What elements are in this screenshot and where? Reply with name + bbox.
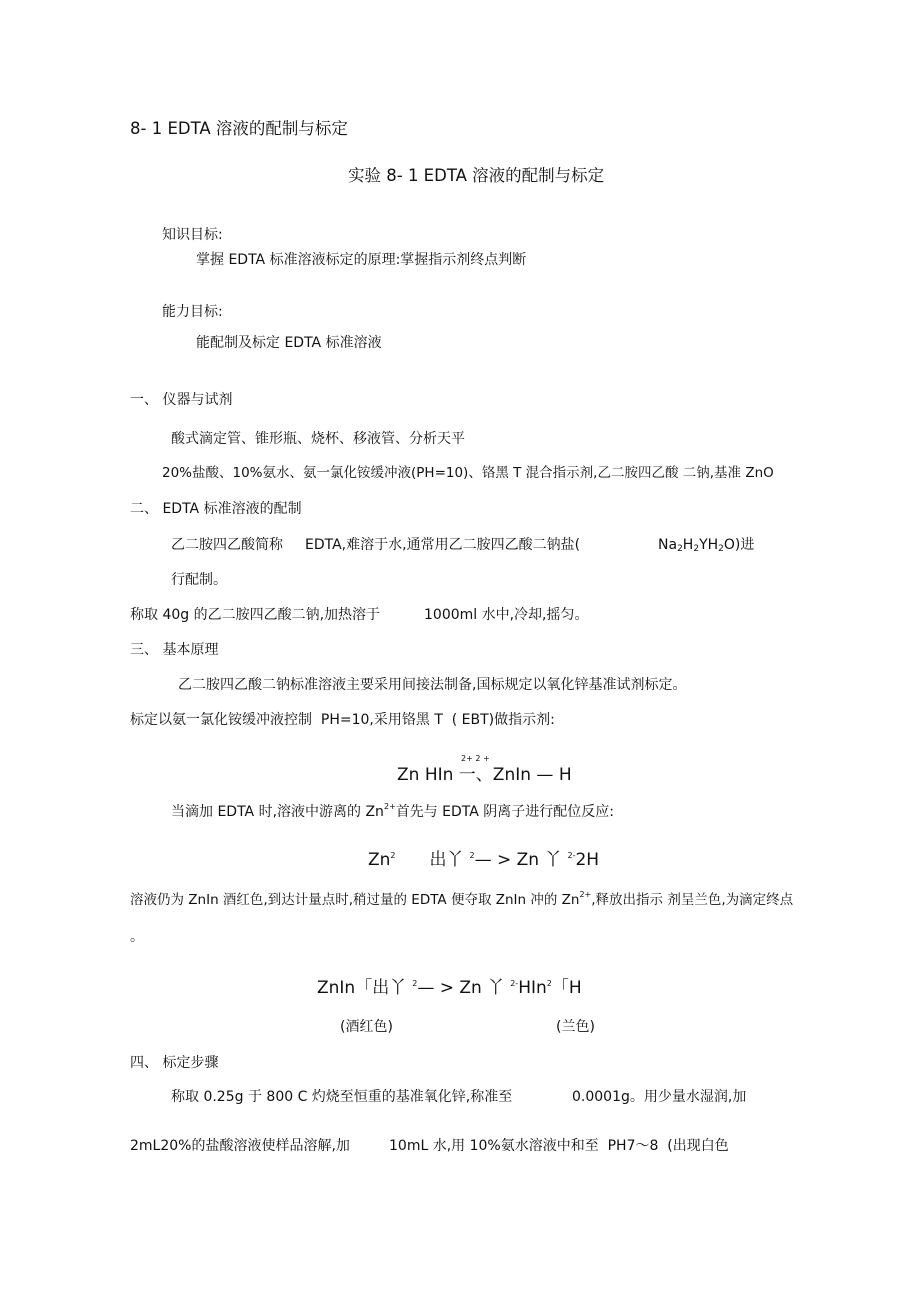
document-title: 8- 1 EDTA 溶液的配制与标定	[130, 119, 348, 138]
section-1-heading: 一、 仪器与试剂	[130, 392, 233, 408]
section-2-formula: Na2H2YH2O)进	[658, 537, 755, 554]
equation-3: ZnIn「出丫 $^2$— > Zn 丫 $^{2-}$HIn$^2$「H	[317, 978, 582, 998]
section-2-line2: 行配制。	[171, 572, 227, 588]
section-4-heading: 四、 标定步骤	[130, 1055, 219, 1071]
section-1-reagents: 20%盐酸、10%氨水、氨一氯化铵缓冲液(PH=10)、铬黑 T 混合指示剂,乙二胺四乙酸 二钠,基准 ZnO	[162, 465, 774, 481]
equation-3-label-blue: (兰色)	[556, 1019, 595, 1035]
section-4-line1-b: 0.0001g。用少量水湿润,加	[572, 1089, 747, 1105]
experiment-title: 实验 8- 1 EDTA 溶液的配制与标定	[348, 166, 605, 185]
section-3-line3: 当滴加 EDTA 时,溶液中游离的 $Zn^{2+}$首先与 EDTA 阴离子进行配位反应:	[171, 802, 615, 820]
section-3-line4: 溶液仍为 ZnIn 酒红色,到达计量点时,稍过量的 EDTA 便夺取 ZnIn 冲的 $Zn^{2+}$,释放出指示 剂呈兰色,为滴定终点	[130, 890, 794, 908]
section-4-line2-a: 2mL20%的盐酸溶液使样品溶解,加	[130, 1138, 350, 1154]
ability-goal-label: 能力目标:	[162, 304, 223, 320]
section-1-instruments: 酸式滴定管、锥形瓶、烧杯、移液管、分析天平	[171, 431, 465, 447]
section-4-line2-b: 10mL 水,用 10%氨水溶液中和至 PH7〜8 (出现白色	[389, 1138, 729, 1154]
knowledge-goal-text: 掌握 EDTA 标准溶液标定的原理:掌握指示剂终点判断	[196, 252, 527, 268]
section-3-heading: 三、 基本原理	[130, 642, 219, 658]
knowledge-goal-label: 知识目标:	[162, 227, 223, 243]
section-3-line1: 乙二胺四乙酸二钠标准溶液主要采用间接法制备,国标规定以氧化锌基准试剂标定。	[178, 677, 687, 693]
section-2-line1-b: EDTA,难溶于水,通常用乙二胺四乙酸二钠盐(	[305, 537, 581, 553]
equation-2: Zn$^2$ 出丫 $^2$— > Zn 丫 $^{2-}$2H	[368, 850, 600, 870]
equation-1-charges: 2+ 2 +	[461, 754, 490, 763]
section-2-line3-a: 称取 40g 的乙二胺四乙酸二钠,加热溶于	[130, 607, 381, 623]
section-3-line5: 。	[130, 929, 144, 945]
section-3-line2: 标定以氨一氯化铵缓冲液控制 PH=10,采用铬黑 T ( EBT)做指示剂:	[130, 712, 555, 728]
ability-goal-text: 能配制及标定 EDTA 标准溶液	[196, 335, 382, 351]
section-2-heading: 二、 EDTA 标准溶液的配制	[130, 501, 302, 517]
section-4-line1-a: 称取 0.25g 于 800 C 灼烧至恒重的基准氧化锌,称准至	[171, 1089, 513, 1105]
equation-1: Zn HIn 一、ZnIn — H	[397, 765, 572, 785]
section-2-line1-a: 乙二胺四乙酸简称	[171, 537, 283, 553]
equation-3-label-wine-red: (酒红色)	[340, 1019, 393, 1035]
section-2-line3-b: 1000ml 水中,冷却,摇匀。	[424, 607, 589, 623]
